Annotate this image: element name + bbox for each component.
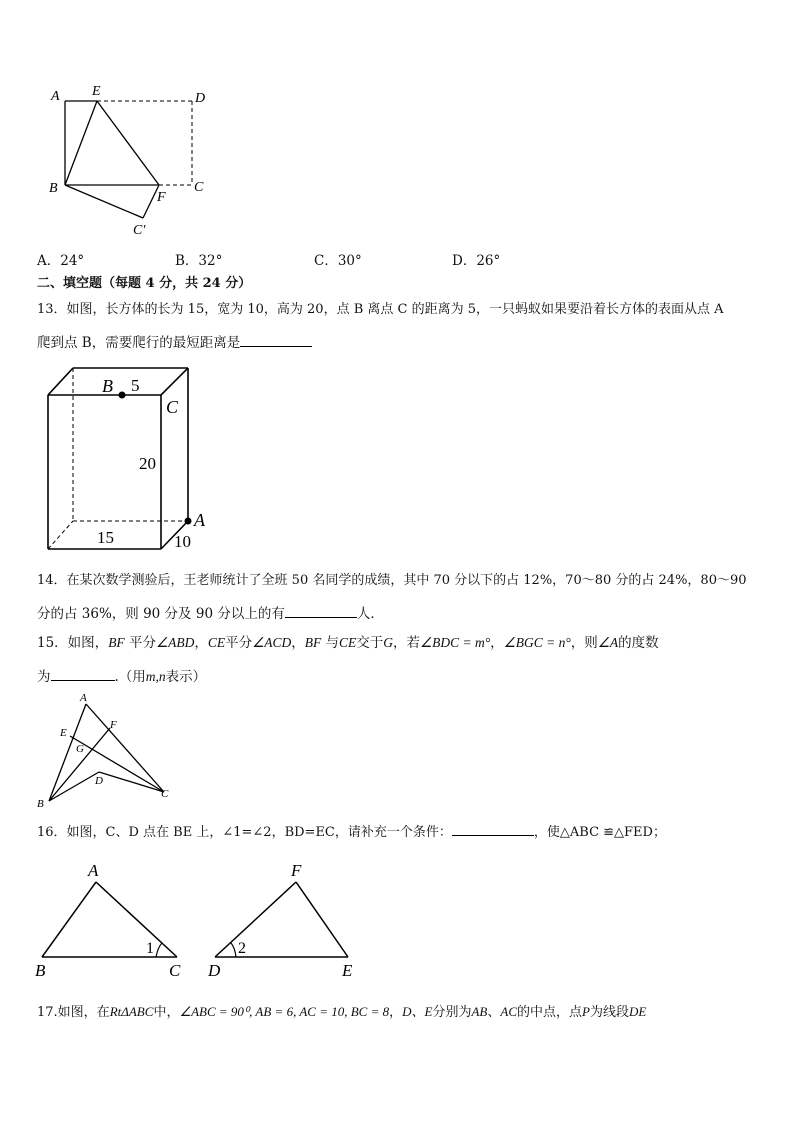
line-BA [42, 882, 96, 957]
text: 为 [37, 669, 51, 685]
label-B: B [49, 181, 58, 196]
option-value: 24° [60, 253, 85, 269]
math-angle-BDC: ∠BDC = m° [420, 635, 491, 650]
line-DF [215, 882, 296, 957]
option-c [314, 249, 362, 269]
math-angle-A: ∠A [597, 635, 619, 650]
label-C: C [161, 788, 169, 800]
q13-line1: 13．如图，长方体的长为 15，宽为 10，高为 20，点 B 离点 C 的距离为 5，一只蚂蚁如果要沿着长方体的表面从点 A [37, 302, 724, 317]
text: 、 [487, 1005, 501, 1020]
hidden-edge-diagonal [48, 521, 73, 549]
label-B: B [37, 798, 44, 810]
q15-figure [32, 690, 182, 810]
text: 的中点，点 [517, 1005, 583, 1020]
q13-figure [40, 362, 220, 557]
text: ， [194, 635, 208, 651]
math-mn: m,n [145, 669, 166, 684]
text: ， [389, 1005, 403, 1020]
option-value: 30° [337, 253, 362, 269]
label-1: 1 [146, 940, 154, 957]
math-CE: CE [339, 635, 357, 650]
q14-answer-blank[interactable] [285, 603, 357, 618]
label-A: A [80, 692, 87, 704]
line-CE [70, 736, 164, 792]
label-2: 2 [238, 940, 246, 957]
text: 15．如图， [37, 635, 109, 651]
cuboid-top-left [48, 368, 73, 395]
line-EF [97, 101, 159, 185]
q15-answer-blank[interactable] [51, 666, 115, 681]
point-A [185, 518, 192, 525]
math-CE: CE [207, 635, 226, 650]
label-C: C [166, 397, 179, 417]
text: 与 [321, 635, 340, 651]
label-C: C [194, 180, 204, 195]
option-letter: D． [452, 253, 477, 269]
label-G: G [76, 743, 84, 755]
label-F: F [110, 719, 117, 731]
text: ，则 [570, 635, 598, 651]
line-BE [65, 101, 97, 185]
q16-answer-blank[interactable] [452, 821, 534, 836]
math-DE: DE [629, 1004, 647, 1019]
label-A: A [51, 89, 60, 104]
math-G: G [383, 635, 394, 650]
label-B: B [35, 961, 46, 980]
label-A: A [88, 861, 99, 880]
text: .（用 [114, 669, 146, 685]
math-angle-BGC: ∠BGC = n° [503, 635, 571, 650]
option-letter: C． [314, 253, 338, 269]
line-AC [96, 882, 177, 957]
math-conditions: ∠ABC = 90⁰, AB = 6, AC = 10, BC = 8 [179, 1004, 390, 1019]
text: 分别为 [432, 1005, 472, 1020]
q15-line2 [37, 666, 206, 686]
section-heading: 二、填空题（每题 4 分，共 24 分） [37, 276, 252, 291]
point-B [119, 392, 126, 399]
text: 中， [153, 1005, 180, 1020]
line-BD [49, 772, 99, 801]
q14-text: 分的占 36%，则 90 分及 90 分以上的有 [37, 606, 285, 622]
math-angle-ACD: ∠ACD [252, 635, 292, 650]
cuboid-top-right [161, 368, 188, 395]
label-Cprime: C′ [133, 223, 146, 238]
label-20: 20 [139, 454, 156, 473]
math-BF: BF [304, 635, 322, 650]
math-BF: BF [108, 635, 125, 650]
angle-1-arc [156, 943, 162, 957]
q13-answer-blank[interactable] [240, 332, 312, 347]
label-E: E [92, 84, 101, 99]
label-D: D [208, 961, 221, 980]
text: 平分 [124, 635, 156, 651]
label-5: 5 [131, 376, 140, 395]
math-triangle: RtΔABC [109, 1004, 154, 1019]
q16-figure [30, 856, 370, 986]
math-angle-ABD: ∠ABD [155, 635, 195, 650]
q17-line [37, 1003, 646, 1022]
q13-text: 爬到点 B，需要爬行的最短距离是 [37, 335, 241, 351]
label-A: A [194, 510, 205, 530]
option-value: 32° [198, 253, 223, 269]
label-B: B [102, 376, 113, 396]
line-FE [296, 882, 348, 957]
math-AB: AB [471, 1004, 488, 1019]
math-AC: AC [500, 1004, 518, 1019]
q13-line2 [37, 332, 312, 352]
text: 为线段 [589, 1005, 629, 1020]
label-F: F [157, 190, 166, 205]
q12-figure [40, 80, 220, 240]
q16-line [37, 821, 666, 842]
math-DE: D、E [402, 1004, 433, 1019]
text: 表示） [165, 669, 207, 685]
label-F: F [291, 861, 302, 880]
text: 17.如图，在 [37, 1005, 110, 1020]
math-P: P [582, 1004, 590, 1019]
option-a [37, 249, 84, 269]
q14-line1: 14．在某次数学测验后，王老师统计了全班 50 名同学的成绩，其中 70 分以下的占 12%，70～80 分的占 24%，80～90 [37, 573, 747, 588]
line-DC [99, 772, 164, 792]
text: 平分 [225, 635, 253, 651]
text: 的度数 [618, 635, 659, 651]
text: 交于 [356, 635, 384, 651]
option-letter: A． [37, 253, 61, 269]
text: ，若 [393, 635, 421, 651]
text: ， [490, 635, 504, 651]
text: ， [291, 635, 305, 651]
label-10: 10 [174, 532, 191, 551]
label-D: D [195, 91, 206, 106]
option-value: 26° [476, 253, 501, 269]
q14-text-end: 人． [356, 606, 384, 622]
angle-2-arc [231, 943, 236, 957]
line-BCprime [65, 185, 143, 218]
text: 16．如图，C、D 点在 BE 上，∠1=∠2，BD=EC，请补充一个条件： [37, 825, 452, 840]
label-E: E [342, 961, 353, 980]
label-E: E [60, 727, 67, 739]
q15-line1 [37, 634, 659, 652]
option-letter: B． [175, 253, 199, 269]
option-d [452, 249, 500, 269]
q14-line2 [37, 603, 384, 623]
option-b [175, 249, 222, 269]
label-D: D [95, 775, 103, 787]
line-BF [49, 728, 110, 801]
label-15: 15 [97, 528, 114, 547]
label-C: C [169, 961, 181, 980]
text: ，使△ABC ≌△FED； [533, 825, 666, 840]
